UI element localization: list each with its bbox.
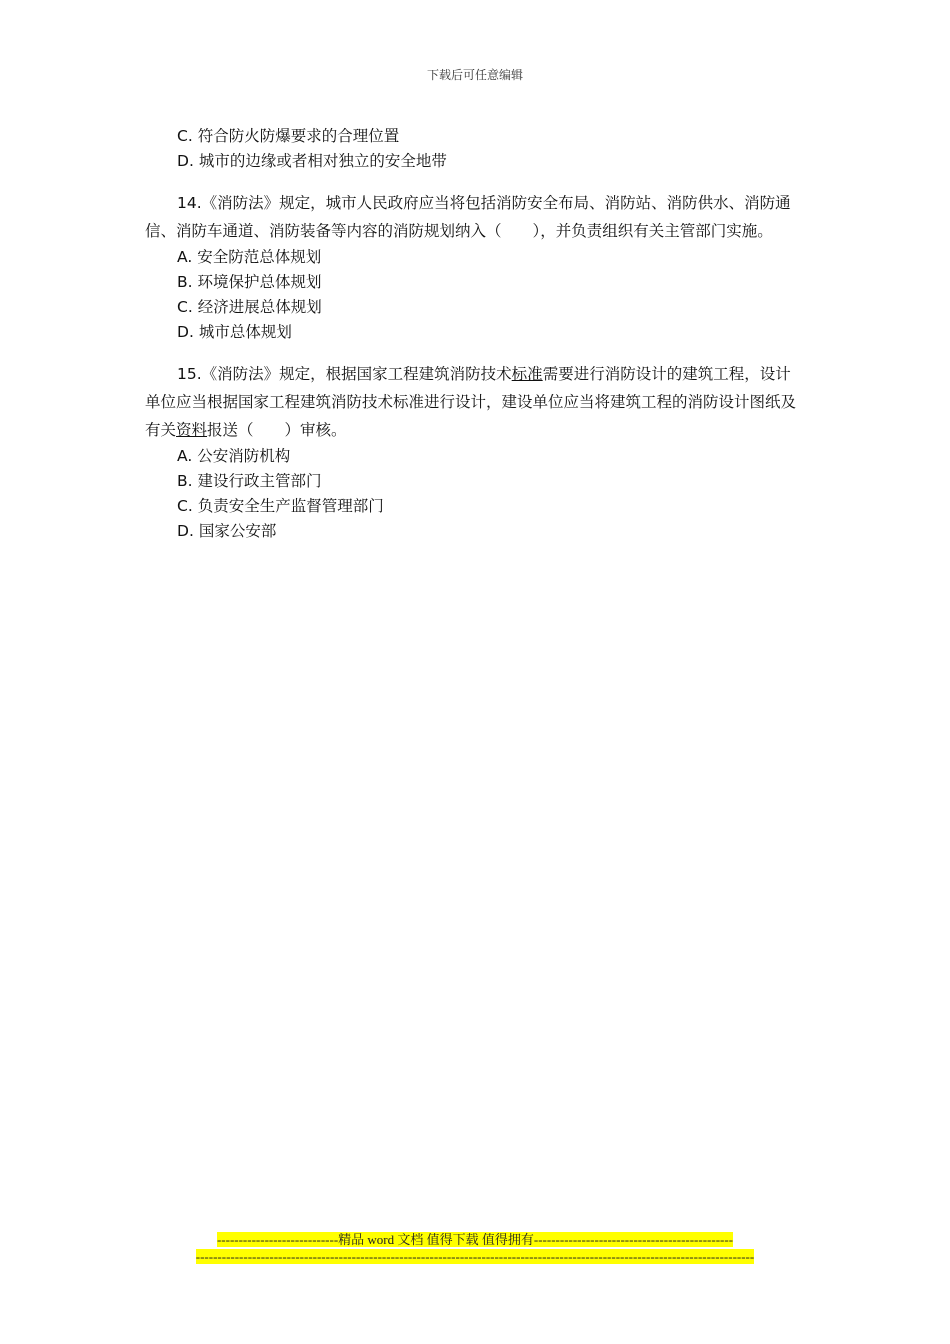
q15-option-d: D. 国家公安部 [177,522,277,540]
question-15 [145,360,805,444]
footer-dashes: --------------------------------------------------------------------------------------------------------------------------------- [195,1249,755,1264]
option-text: 符合防火防爆要求的合理位置 [197,127,400,145]
option-text: 建设行政主管部门 [197,472,322,490]
link-standard[interactable]: 标准 [511,365,543,383]
q15-option-b: B. 建设行政主管部门 [177,472,322,490]
footer-banner-line-2 [0,1249,950,1264]
question-number: 14. [177,194,202,212]
option-letter: D [177,323,189,341]
option-text: 国家公安部 [198,522,277,540]
option-letter: C [177,497,188,515]
q14-option-a: A. 安全防范总体规划 [177,248,322,266]
q14-option-c: C. 经济进展总体规划 [177,298,322,316]
footer-text: ----------------------------精品 word 文档 值得下载 值得拥有---------------------------------------------- [216,1232,734,1247]
option-letter: B [177,472,188,490]
option-text: 环境保护总体规划 [197,273,322,291]
option-letter: A [177,248,188,266]
option-letter: B [177,273,188,291]
option-letter: C [177,127,188,145]
option-text: 公安消防机构 [197,447,291,465]
document-body [145,124,805,544]
question-14 [145,189,805,245]
q14-option-d: D. 城市总体规划 [177,323,292,341]
question-text-part3: 报送（ ）审核。 [207,421,347,439]
option-c-prev: C. 符合防火防爆要求的合理位置 [177,127,400,145]
option-text: 负责安全生产监督管理部门 [197,497,384,515]
question-text-part2: 需要进行消防设计的建筑工程，设计单位应当根据国家工程建筑消防技术标准进行设计，建设单位应当将建筑工程的消防设计图纸及有关 [145,365,797,439]
q15-option-a: A. 公安消防机构 [177,447,291,465]
q15-option-c: C. 负责安全生产监督管理部门 [177,497,384,515]
q14-option-b: B. 环境保护总体规划 [177,273,322,291]
option-letter: D [177,522,189,540]
option-text: 安全防范总体规划 [197,248,322,266]
page-header: 下载后可任意编辑 [426,68,523,82]
option-letter: D [177,152,189,170]
question-text-part1: 《消防法》规定，根据国家工程建筑消防技术 [201,365,512,383]
option-text: 城市总体规划 [198,323,292,341]
question-text: 《消防法》规定，城市人民政府应当将包括消防安全布局、消防站、消防供水、消防通信、消防车通道、消防装备等内容的消防规划纳入（ ），并负责组织有关主管部门实施。 [145,194,791,240]
link-materials[interactable]: 资料 [176,421,208,439]
footer-banner-line-1 [0,1232,950,1247]
option-d-prev: D. 城市的边缘或者相对独立的安全地带 [177,152,447,170]
option-letter: C [177,298,188,316]
option-letter: A [177,447,188,465]
option-text: 经济进展总体规划 [197,298,322,316]
option-text: 城市的边缘或者相对独立的安全地带 [198,152,447,170]
question-number: 15. [177,365,202,383]
